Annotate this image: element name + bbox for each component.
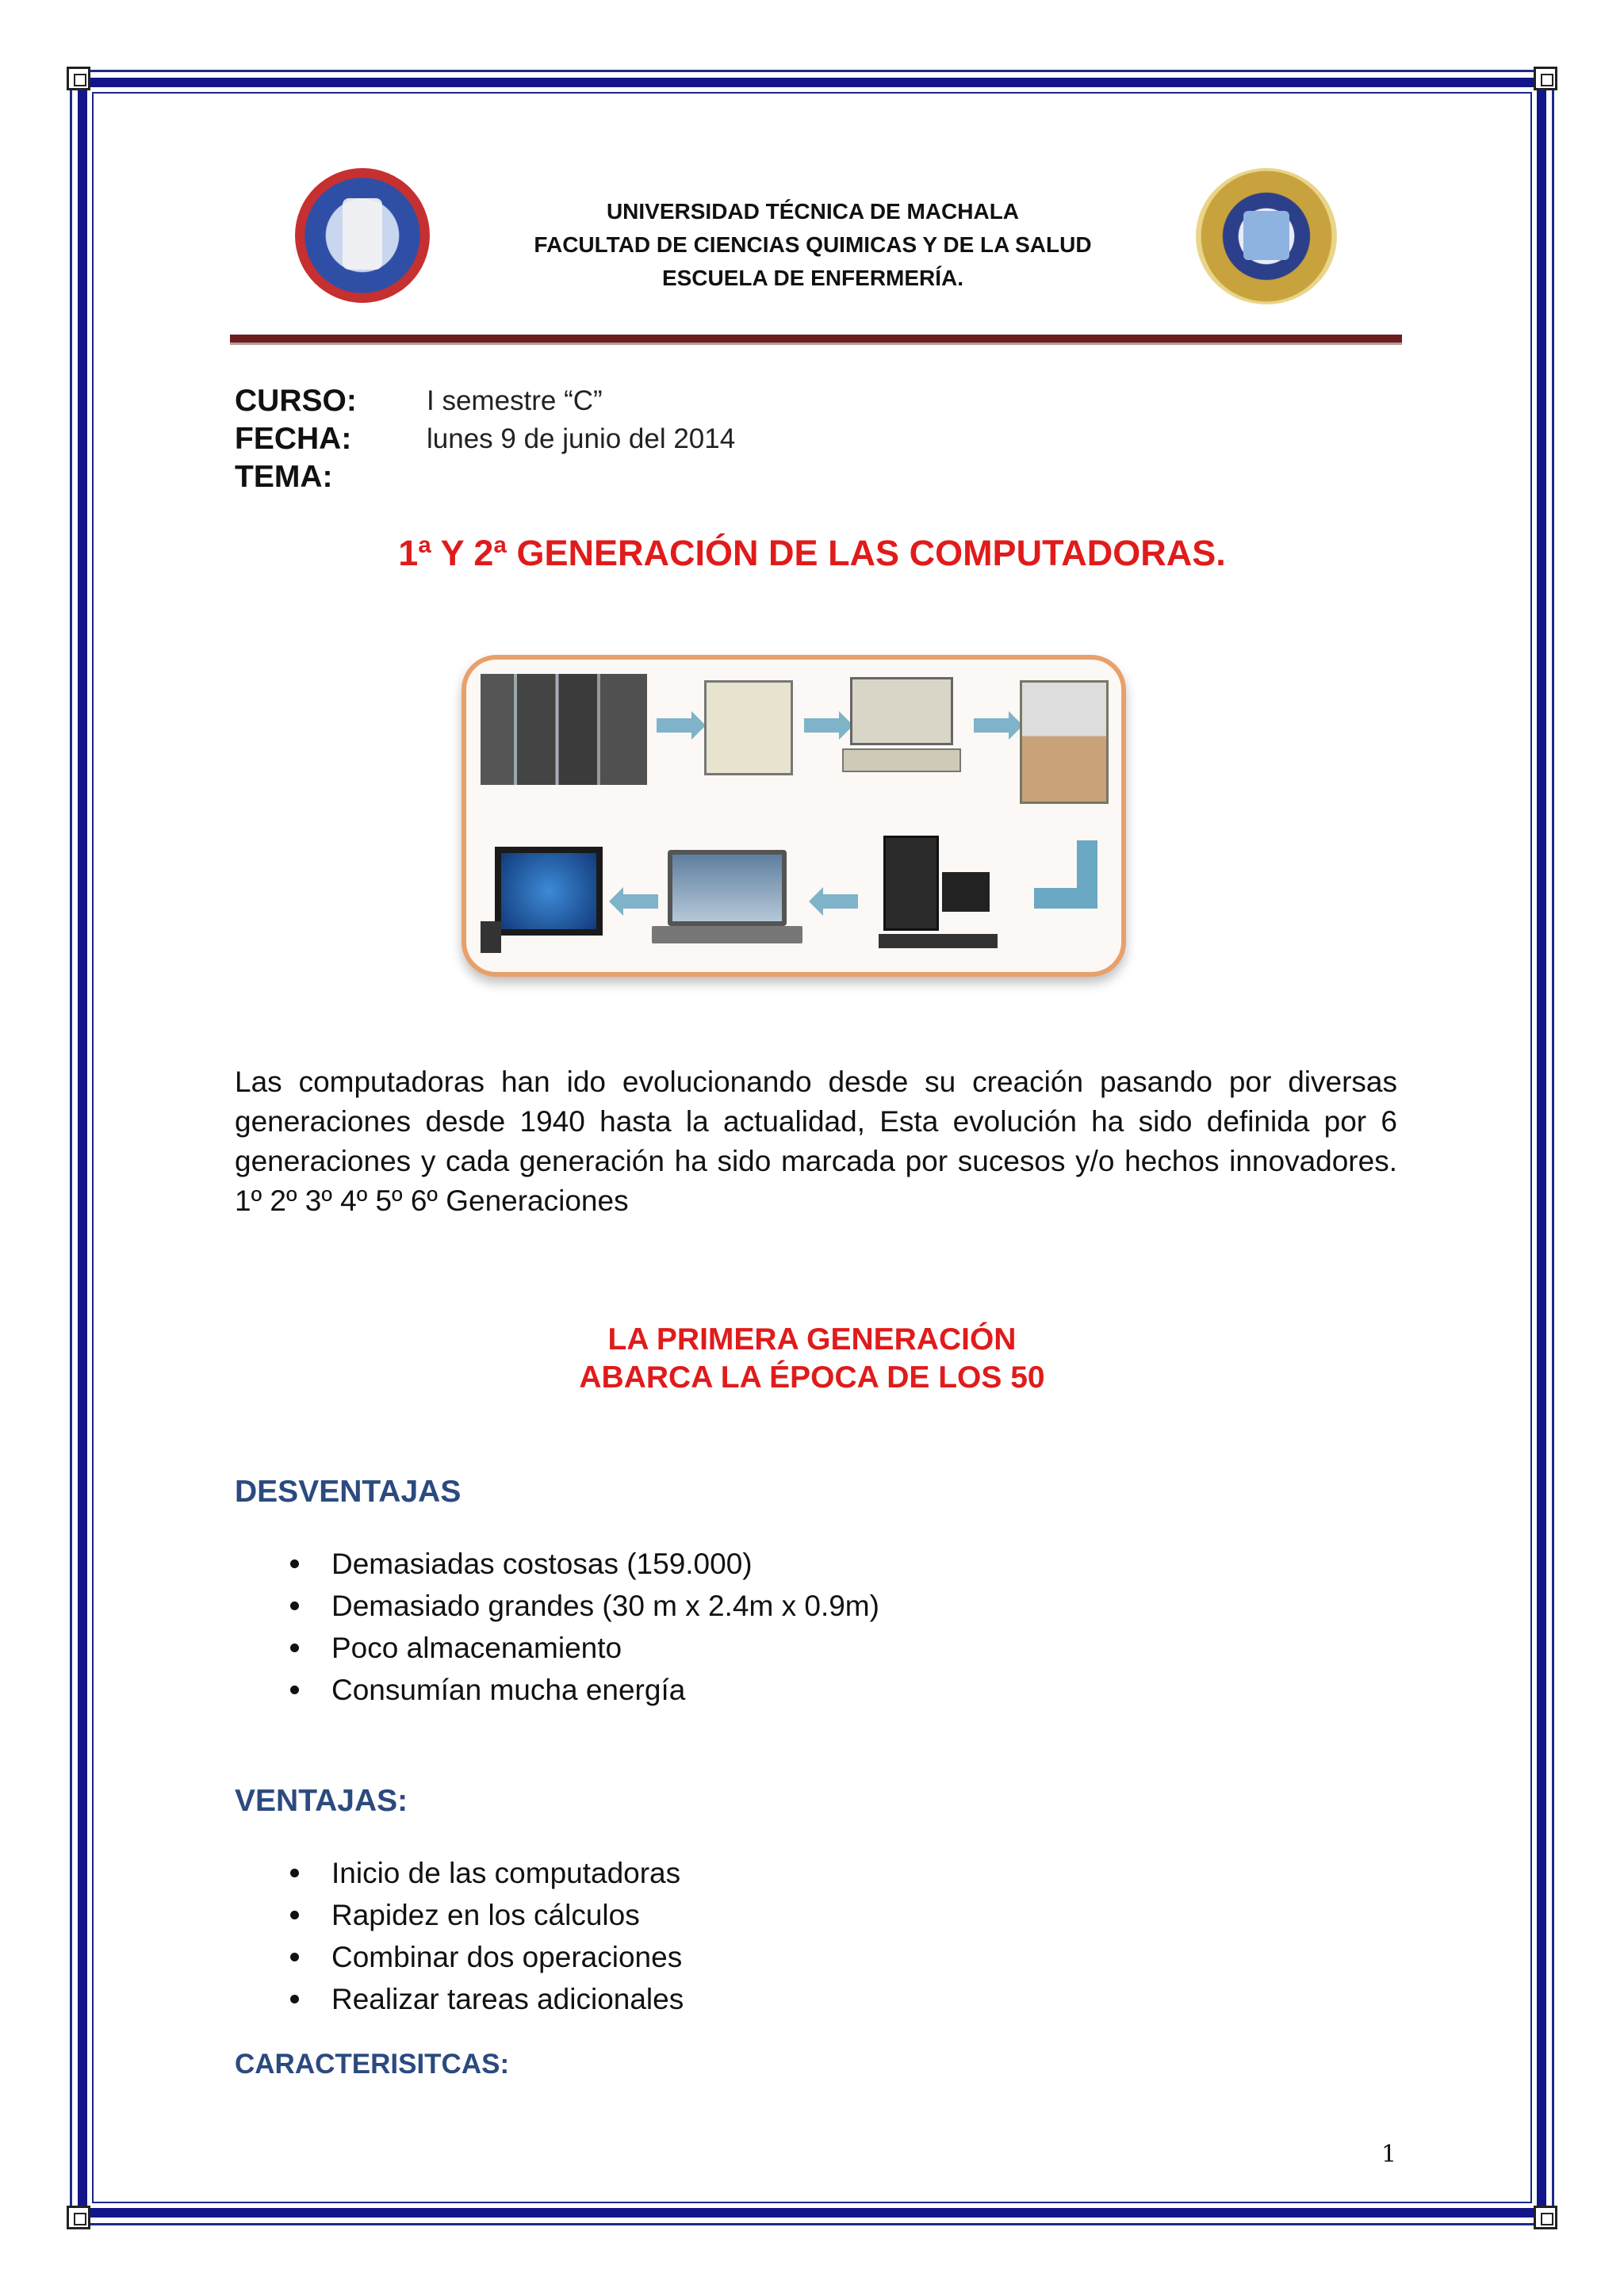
list-item: Demasiadas costosas (159.000) xyxy=(285,1543,879,1585)
list-item: Inicio de las computadoras xyxy=(285,1852,684,1894)
header-divider xyxy=(230,335,1402,345)
intro-paragraph: Las computadoras han ido evolucionando desde su creación pasando por diversas generaciones desde 1940 hasta la actualidad, Esta evolución ha sido definida por 6 generaciones y cada generación ha sido marcada por sucesos y/o hechos innovadores. 1º 2º 3º 4º 5º 6º Generaciones xyxy=(235,1066,1397,1217)
disadvantages-heading: DESVENTAJAS xyxy=(235,1475,462,1509)
minicomputer-icon xyxy=(704,680,793,775)
list-item: Combinar dos operaciones xyxy=(285,1936,684,1978)
advantages-heading: VENTAJAS: xyxy=(235,1784,408,1818)
faculty-seal-center xyxy=(1243,211,1289,260)
keyboard-icon xyxy=(879,934,998,948)
characteristics-heading: CARACTERISITCAS: xyxy=(235,2049,510,2080)
faculty-name: FACULTAD DE CIENCIAS QUIMICAS Y DE LA SALUD xyxy=(534,232,1092,257)
tablet-pc-icon xyxy=(495,847,603,936)
university-name: UNIVERSIDAD TÉCNICA DE MACHALA xyxy=(606,199,1020,224)
list-item: Realizar tareas adicionales xyxy=(285,1978,684,2020)
document-title: 1ª Y 2ª GENERACIÓN DE LAS COMPUTADORAS. xyxy=(398,533,1226,573)
university-logo-figure xyxy=(343,198,382,270)
list-item: Rapidez en los cálculos xyxy=(285,1894,684,1936)
list-item: Poco almacenamiento xyxy=(285,1627,879,1669)
fecha-value: lunes 9 de junio del 2014 xyxy=(427,423,736,454)
border-corner-bottom-right xyxy=(1534,2206,1557,2229)
arrow-right-icon xyxy=(804,718,841,733)
monitor-icon xyxy=(942,872,990,912)
arrow-right-icon xyxy=(657,718,693,733)
pc-tower-icon xyxy=(883,836,939,931)
first-generation-era: ABARCA LA ÉPOCA DE LOS 50 xyxy=(579,1360,1045,1395)
disadvantages-list xyxy=(285,1543,879,1711)
laptop-base-icon xyxy=(652,926,802,943)
curso-label: CURSO: xyxy=(235,384,357,418)
return-arrow-icon xyxy=(1034,840,1097,909)
fecha-label: FECHA: xyxy=(235,422,352,456)
mainframe-icon xyxy=(481,674,647,785)
border-corner-top-right xyxy=(1534,67,1557,90)
keyboard-icon xyxy=(842,748,961,772)
speaker-icon xyxy=(481,921,501,953)
desktop-pc-icon xyxy=(850,677,953,745)
institution-header xyxy=(444,195,1182,295)
page-number: 1 xyxy=(1381,2141,1397,2168)
laptop-icon xyxy=(668,850,787,926)
border-corner-top-left xyxy=(67,67,90,90)
arrow-right-icon xyxy=(974,718,1010,733)
school-name: ESCUELA DE ENFERMERÍA. xyxy=(661,266,964,290)
first-generation-title: LA PRIMERA GENERACIÓN xyxy=(607,1322,1017,1357)
list-item: Demasiado grandes (30 m x 2.4m x 0.9m) xyxy=(285,1585,879,1627)
tema-label: TEMA: xyxy=(235,460,333,494)
computer-evolution-image xyxy=(462,655,1126,977)
workstation-icon xyxy=(1020,680,1109,804)
curso-value: I semestre “C” xyxy=(427,385,603,416)
arrow-left-icon xyxy=(622,894,658,909)
arrow-left-icon xyxy=(822,894,858,909)
border-corner-bottom-left xyxy=(67,2206,90,2229)
advantages-list xyxy=(285,1852,684,2020)
list-item: Consumían mucha energía xyxy=(285,1669,879,1711)
